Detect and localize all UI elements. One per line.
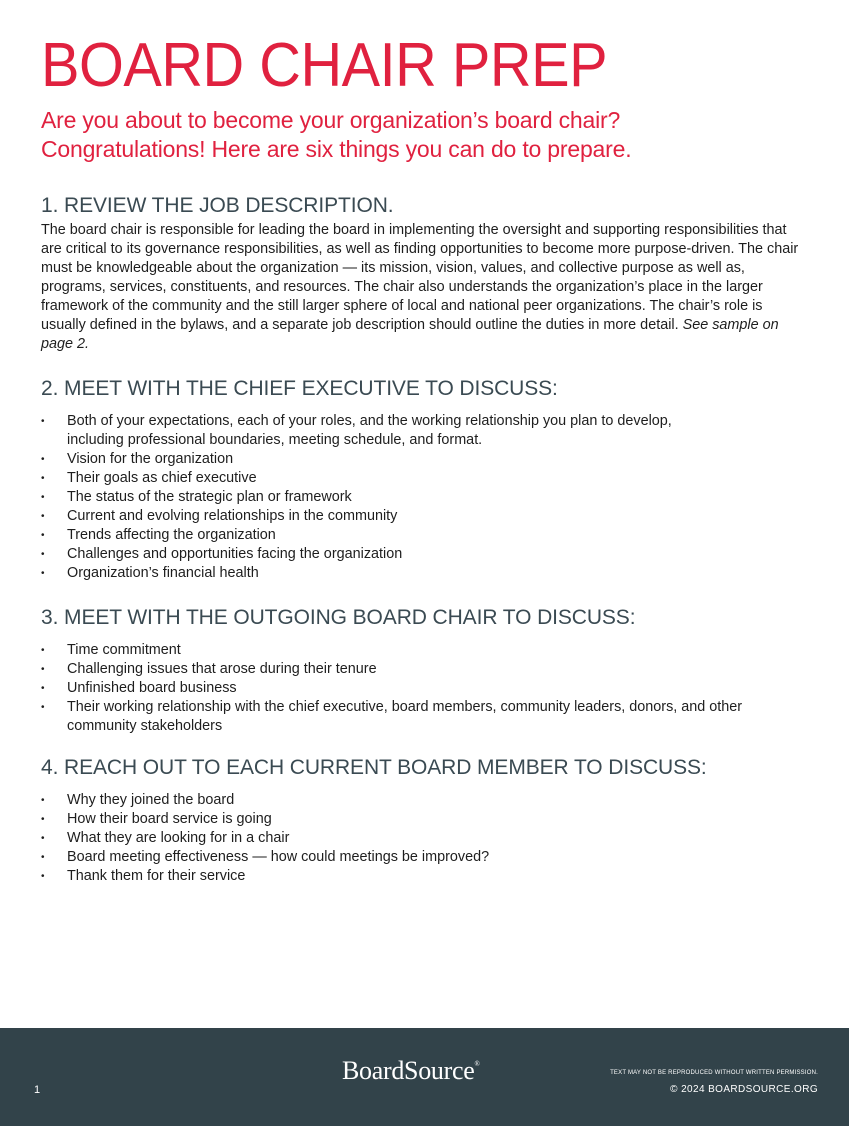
paragraph-text: The board chair is responsible for leading the board in implementing the oversight and supporting responsibilities that are critical to its governance responsibilities, as well as finding opportunities to become more purpose-driven. The chair must be knowledgeable about the organization — its mission, vision, values, and collective purpose as well as, programs, services, constituents, and resources. The chair also understands the organization’s place in the larger framework of the community and the still larger sphere of local and national peer organizations. The chair’s role is usually defined in the bylaws, and a separate job description should outline the duties in more detail. <box>41 222 799 333</box>
list-item <box>41 450 811 469</box>
brand-name: BoardSource <box>342 1056 475 1085</box>
copyright-text: © 2024 BOARDSOURCE.ORG <box>670 1084 818 1095</box>
document-title: BOARD CHAIR PREP <box>41 31 608 100</box>
bullet-glyph: • <box>41 511 45 522</box>
bullet-glyph: • <box>41 702 45 713</box>
list-item-text: Thank them for their service <box>67 868 246 884</box>
list-item-text: Both of your expectations, each of your roles, and the working relationship you plan to develop, <box>67 413 672 429</box>
list-item-text: How their board service is going <box>67 811 272 827</box>
list-item-text: Their working relationship with the chief executive, board members, community leaders, donors, and other <box>67 699 743 715</box>
bullet-list <box>41 412 811 583</box>
section-heading-review-job-description: 1. REVIEW THE JOB DESCRIPTION. <box>41 194 394 217</box>
paragraph-reference: See sample on page 2. <box>41 317 779 352</box>
list-item-text: Unfinished board business <box>67 680 237 696</box>
page-number: 1 <box>34 1084 41 1096</box>
section-paragraph <box>41 221 811 354</box>
list-item <box>41 679 811 698</box>
list-item <box>41 507 811 526</box>
bullet-glyph: • <box>41 454 45 465</box>
list-item-text: Why they joined the board <box>67 792 235 808</box>
list-item-text: Organization’s financial health <box>67 565 259 581</box>
document-subtitle <box>41 106 811 164</box>
bullet-glyph: • <box>41 814 45 825</box>
page-footer <box>0 1028 849 1126</box>
list-item-text: Current and evolving relationships in the community <box>67 508 398 524</box>
list-item <box>41 526 811 545</box>
bullet-glyph: • <box>41 683 45 694</box>
bullet-list <box>41 641 811 736</box>
list-item-text: Vision for the organization <box>67 451 234 467</box>
list-item-text: Challenges and opportunities facing the organization <box>67 546 403 562</box>
list-item <box>41 564 811 583</box>
list-item <box>41 488 811 507</box>
bullet-glyph: • <box>41 473 45 484</box>
list-item <box>41 412 811 450</box>
bullet-glyph: • <box>41 492 45 503</box>
list-item <box>41 698 811 736</box>
subtitle-line: Congratulations! Here are six things you can do to prepare. <box>41 136 632 162</box>
list-item-text: What they are looking for in a chair <box>67 830 290 846</box>
list-item-text: community stakeholders <box>67 718 223 734</box>
list-item-text: Time commitment <box>67 642 181 658</box>
bullet-glyph: • <box>41 833 45 844</box>
list-item-text: Trends affecting the organization <box>67 527 276 543</box>
list-item <box>41 829 811 848</box>
list-item-text: Board meeting effectiveness — how could meetings be improved? <box>67 849 490 865</box>
list-item-text: The status of the strategic plan or framework <box>67 489 352 505</box>
bullet-glyph: • <box>41 549 45 560</box>
list-item <box>41 810 811 829</box>
section-heading-meet-outgoing-chair: 3. MEET WITH THE OUTGOING BOARD CHAIR TO DISCUSS: <box>41 606 636 629</box>
bullet-list <box>41 791 811 886</box>
list-item <box>41 545 811 564</box>
list-item-text: including professional boundaries, meeting schedule, and format. <box>67 432 483 448</box>
list-item <box>41 641 811 660</box>
list-item-text: Their goals as chief executive <box>67 470 257 486</box>
boardsource-logo <box>342 1056 479 1086</box>
list-item-text: Challenging issues that arose during their tenure <box>67 661 377 677</box>
bullet-glyph: • <box>41 645 45 656</box>
document-body <box>41 30 811 886</box>
list-item <box>41 867 811 886</box>
registered-mark: ® <box>474 1060 480 1068</box>
bullet-glyph: • <box>41 416 45 427</box>
bullet-glyph: • <box>41 568 45 579</box>
bullet-glyph: • <box>41 530 45 541</box>
list-item <box>41 660 811 679</box>
reproduction-notice: TEXT MAY NOT BE REPRODUCED WITHOUT WRITTEN PERMISSION. <box>610 1070 818 1076</box>
bullet-glyph: • <box>41 664 45 675</box>
list-item <box>41 848 811 867</box>
subtitle-line: Are you about to become your organization’s board chair? <box>41 107 621 133</box>
bullet-glyph: • <box>41 852 45 863</box>
bullet-glyph: • <box>41 871 45 882</box>
section-heading-reach-out-board-members: 4. REACH OUT TO EACH CURRENT BOARD MEMBER TO DISCUSS: <box>41 756 707 779</box>
list-item <box>41 791 811 810</box>
bullet-glyph: • <box>41 795 45 806</box>
list-item <box>41 469 811 488</box>
section-heading-meet-chief-executive: 2. MEET WITH THE CHIEF EXECUTIVE TO DISCUSS: <box>41 377 558 400</box>
